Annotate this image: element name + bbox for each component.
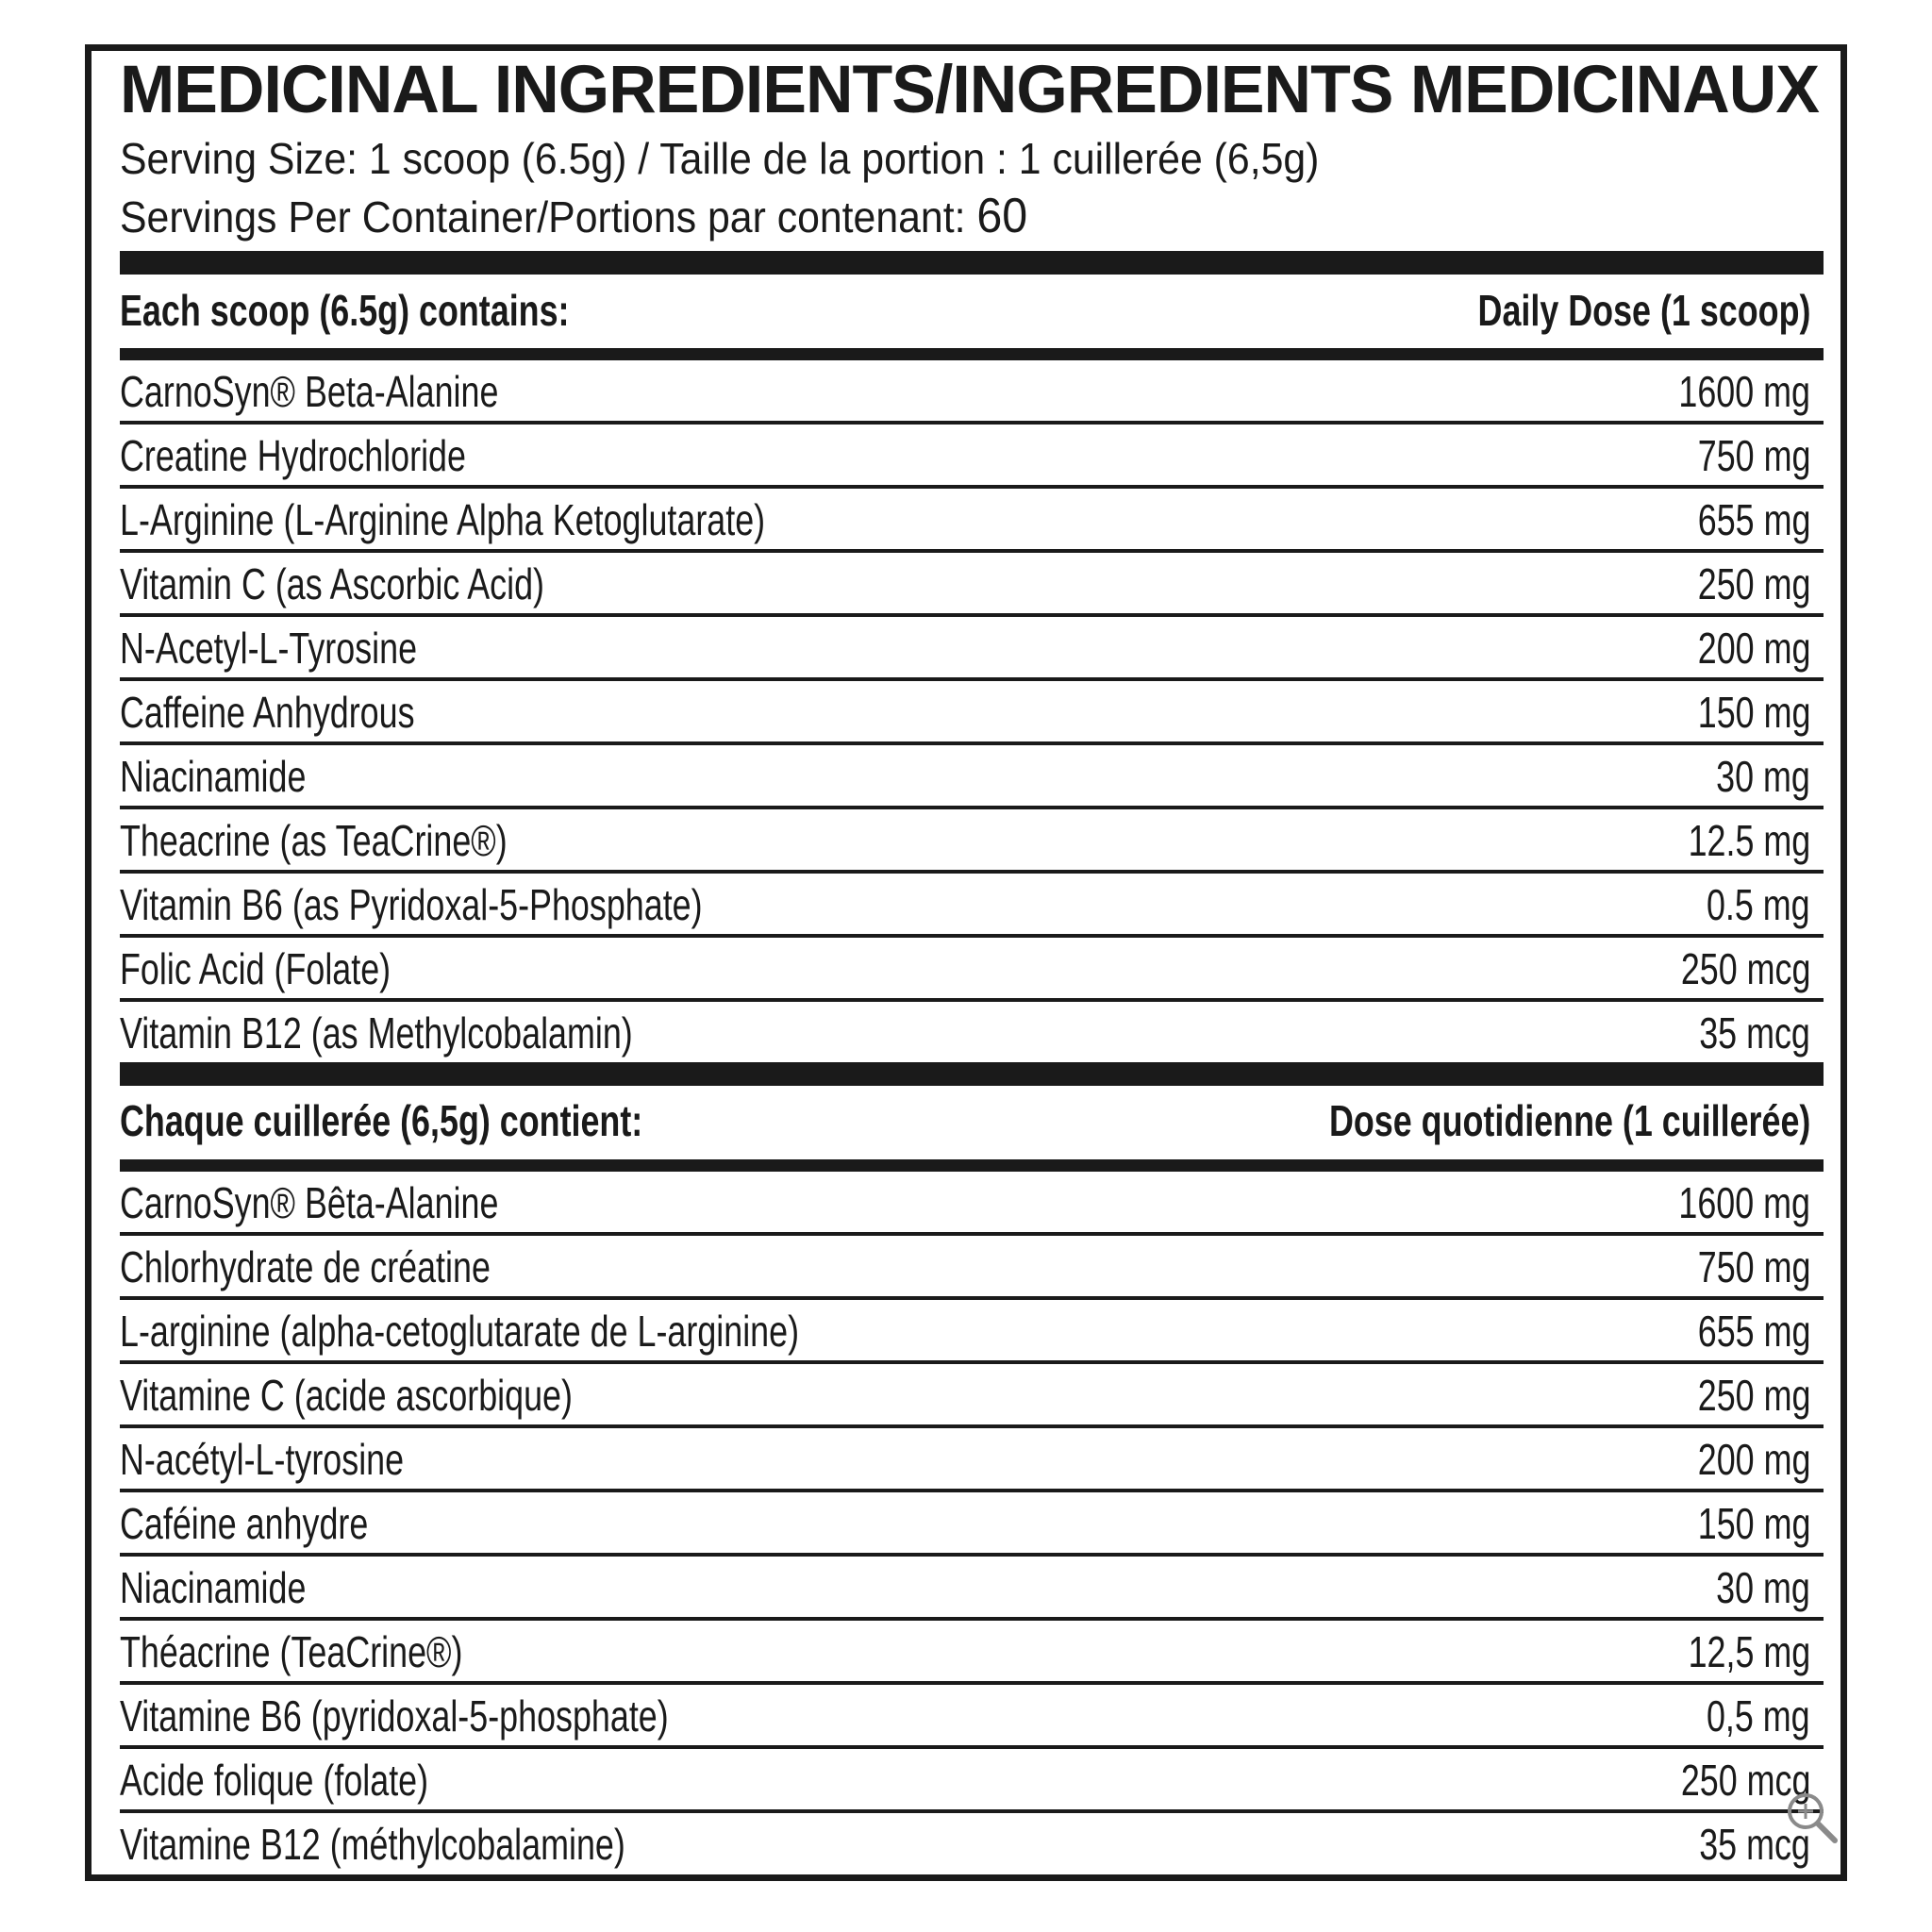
english-ingredient-row <box>120 874 1810 936</box>
column-header-dose: Dose quotidienne (1 cuillerée) <box>1328 1096 1810 1145</box>
ingredient-amount: 0,5 mg <box>1707 1691 1810 1740</box>
ingredient-name: Vitamine C (acide ascorbique) <box>120 1371 573 1420</box>
ingredient-amount: 655 mg <box>1697 495 1810 544</box>
english-ingredient-row <box>120 425 1810 487</box>
ingredient-amount: 750 mg <box>1697 1242 1810 1291</box>
french-ingredient-row <box>120 1172 1810 1234</box>
magnifier-icon[interactable] <box>1783 1789 1840 1845</box>
ingredient-name: Théacrine (TeaCrine®) <box>120 1627 463 1676</box>
english-ingredient-row <box>120 938 1810 1000</box>
ingredient-name: L-arginine (alpha-cetoglutarate de L-arginine) <box>120 1307 800 1356</box>
section-divider-thick <box>120 251 1824 275</box>
ingredient-amount: 250 mg <box>1697 1371 1810 1420</box>
ingredient-amount: 250 mcg <box>1680 1756 1810 1805</box>
ingredient-name: Creatine Hydrochloride <box>120 431 466 480</box>
french-ingredient-row <box>120 1428 1810 1491</box>
serving-size: Serving Size: 1 scoop (6.5g) / Taille de la portion : 1 cuillerée (6,5g) <box>120 134 1320 183</box>
french-header-row <box>120 1090 1810 1152</box>
section-divider-medium <box>120 1159 1824 1172</box>
french-ingredient-row <box>120 1236 1810 1298</box>
servings-value: 60 <box>976 189 1028 243</box>
ingredient-name: Vitamine B12 (méthylcobalamine) <box>120 1820 625 1869</box>
ingredient-amount: 750 mg <box>1697 431 1810 480</box>
french-ingredient-row <box>120 1621 1810 1683</box>
ingredient-name: Caféine anhydre <box>120 1499 369 1548</box>
column-header-ingredient: Chaque cuillerée (6,5g) contient: <box>120 1096 643 1145</box>
french-ingredient-row <box>120 1685 1810 1747</box>
english-ingredient-row <box>120 745 1810 808</box>
panel-title: MEDICINAL INGREDIENTS/INGREDIENTS MEDICINAUX <box>120 53 1819 127</box>
ingredient-amount: 200 mg <box>1697 1435 1810 1484</box>
english-ingredient-row <box>120 553 1810 615</box>
column-header-dose: Daily Dose (1 scoop) <box>1477 286 1810 335</box>
ingredient-name: Niacinamide <box>120 1563 307 1612</box>
ingredient-amount: 12.5 mg <box>1688 816 1810 865</box>
english-ingredient-row <box>120 617 1810 679</box>
english-ingredient-row <box>120 681 1810 743</box>
ingredient-amount: 150 mg <box>1697 688 1810 737</box>
ingredient-amount: 35 mcg <box>1699 1008 1810 1058</box>
ingredient-name: Chlorhydrate de créatine <box>120 1242 491 1291</box>
ingredient-amount: 12,5 mg <box>1688 1627 1810 1676</box>
ingredient-amount: 0.5 mg <box>1707 880 1810 929</box>
english-ingredient-row <box>120 1002 1810 1064</box>
french-ingredient-row <box>120 1492 1810 1555</box>
ingredient-name: Vitamin C (as Ascorbic Acid) <box>120 559 544 608</box>
ingredient-amount: 1600 mg <box>1678 367 1810 416</box>
ingredient-name: Folic Acid (Folate) <box>120 944 391 993</box>
ingredient-name: Niacinamide <box>120 752 307 801</box>
french-ingredient-row <box>120 1364 1810 1426</box>
english-ingredient-row <box>120 809 1810 872</box>
french-ingredient-row <box>120 1813 1810 1875</box>
ingredient-amount: 250 mcg <box>1680 944 1810 993</box>
ingredient-name: Caffeine Anhydrous <box>120 688 415 737</box>
servings-per-container <box>120 189 1028 243</box>
ingredient-name: N-acétyl-L-tyrosine <box>120 1435 405 1484</box>
ingredient-amount: 655 mg <box>1697 1307 1810 1356</box>
ingredient-amount: 150 mg <box>1697 1499 1810 1548</box>
english-ingredient-row <box>120 489 1810 551</box>
ingredient-amount: 30 mg <box>1716 1563 1810 1612</box>
french-ingredient-row <box>120 1300 1810 1362</box>
french-ingredient-row <box>120 1557 1810 1619</box>
ingredient-amount: 200 mg <box>1697 624 1810 673</box>
ingredient-name: L-Arginine (L-Arginine Alpha Ketoglutarate) <box>120 495 766 544</box>
ingredient-amount: 30 mg <box>1716 752 1810 801</box>
ingredient-amount: 250 mg <box>1697 559 1810 608</box>
ingredient-name: Vitamine B6 (pyridoxal-5-phosphate) <box>120 1691 669 1740</box>
ingredient-name: Theacrine (as TeaCrine®) <box>120 816 508 865</box>
ingredient-name: Acide folique (folate) <box>120 1756 429 1805</box>
column-header-ingredient: Each scoop (6.5g) contains: <box>120 286 570 335</box>
ingredient-amount: 35 mcg <box>1699 1820 1810 1869</box>
ingredient-name: N-Acetyl-L-Tyrosine <box>120 624 418 673</box>
ingredient-name: CarnoSyn® Bêta-Alanine <box>120 1178 499 1227</box>
ingredient-name: Vitamin B6 (as Pyridoxal-5-Phosphate) <box>120 880 703 929</box>
french-ingredient-row <box>120 1749 1810 1811</box>
section-divider-thick <box>120 1062 1824 1086</box>
english-header-row <box>120 279 1810 341</box>
english-ingredient-row <box>120 360 1810 423</box>
ingredient-name: Vitamin B12 (as Methylcobalamin) <box>120 1008 633 1058</box>
ingredient-name: CarnoSyn® Beta-Alanine <box>120 367 499 416</box>
section-divider-medium <box>120 348 1824 360</box>
ingredient-amount: 1600 mg <box>1678 1178 1810 1227</box>
servings-label: Servings Per Container/Portions par contenant: <box>120 192 966 242</box>
